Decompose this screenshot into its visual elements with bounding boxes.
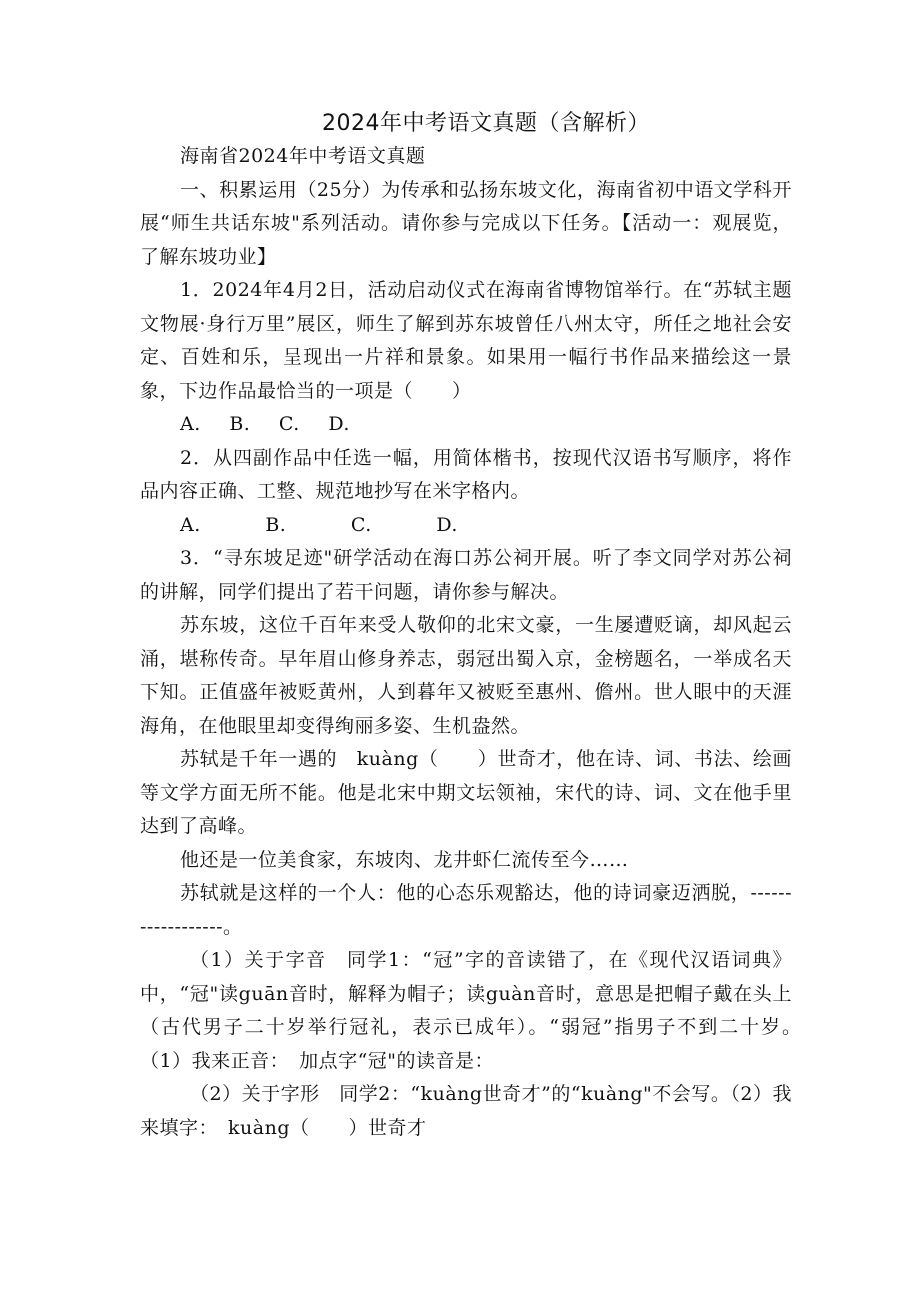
q1-option-a: A. <box>180 413 201 435</box>
q2-option-a: A. <box>180 513 201 536</box>
q2-option-b: B. <box>265 513 287 536</box>
question-1-options <box>140 408 792 442</box>
sub-question-1: （1）关于字音 同学1：“冠”字的音读错了，在《现代汉语词典》中，“冠"读guān音时，解释为帽子；读guàn音时，意思是把帽子戴在头上（古代男子二十岁举行冠礼，表示已成年）。“弱冠”指男子不到二十岁。 （1）我来正音： 加点字“冠"的读音是： <box>140 949 812 1072</box>
q1-option-c: C. <box>278 413 300 435</box>
question-2: 2．从四副作品中任选一幅，用简体楷书，按现代汉语书写顺序，将作品内容正确、工整、规范地抄写在米字格内。 <box>140 446 792 502</box>
document-subtitle: 海南省2024年中考语文真题 <box>180 145 426 167</box>
q1-option-d: D. <box>328 413 350 435</box>
document-title: 2024年中考语文真题（含解析） <box>322 111 650 136</box>
passage-paragraph-1: 苏东坡，这位千百年来受人敬仰的北宋文豪，一生屡遭贬谪，却风起云涌，堪称传奇。早年眉山修身养志，弱冠出蜀入京，金榜题名，一举成名天下知。正值盛年被贬黄州，人到暮年又被贬至惠州、儋州。世人眼中的天涯海角，在他眼里却变得绚丽多姿、生机盎然。 <box>140 614 792 737</box>
passage-paragraph-3: 他还是一位美食家，东坡肉、龙井虾仁流传至今…… <box>180 848 629 871</box>
q2-option-d: D. <box>436 513 458 536</box>
q1-option-b: B. <box>229 413 251 435</box>
q2-option-c: C. <box>350 513 372 536</box>
sub-question-2: （2）关于字形 同学2：“kuàng世奇才”的“kuàng"不会写。（2）我来填字： kuàng（ ）世奇才 <box>140 1083 792 1139</box>
question-2-options <box>140 509 792 543</box>
passage-paragraph-4: 苏轼就是这样的一个人：他的心态乐观豁达，他的诗词豪迈洒脱，------------------。 <box>140 882 792 938</box>
question-3: 3．“寻东坡足迹"研学活动在海口苏公祠开展。听了李文同学对苏公祠的讲解，同学们提出了若干问题，请你参与解决。 <box>140 547 792 603</box>
section-one-intro: 一、积累运用（25分）为传承和弘扬东坡文化，海南省初中语文学科开展“师生共话东坡"系列活动。请你参与完成以下任务。【活动一：观展览，了解东坡功业】 <box>140 178 792 268</box>
document-page <box>140 108 812 1145</box>
question-1: 1．2024年4月2日，活动启动仪式在海南省博物馆举行。在“苏轼主题文物展·身行万里”展区，师生了解到苏东坡曾任八州太守，所任之地社会安定、百姓和乐，呈现出一片祥和景象。如果用一幅行书作品来描绘这一景象，下边作品最恰当的一项是（ ） <box>140 279 792 402</box>
passage-paragraph-2: 苏轼是千年一遇的 kuàng（ ）世奇才，他在诗、词、书法、绘画等文学方面无所不能。他是北宋中期文坛领袖，宋代的诗、词、文在他手里达到了高峰。 <box>140 748 792 837</box>
